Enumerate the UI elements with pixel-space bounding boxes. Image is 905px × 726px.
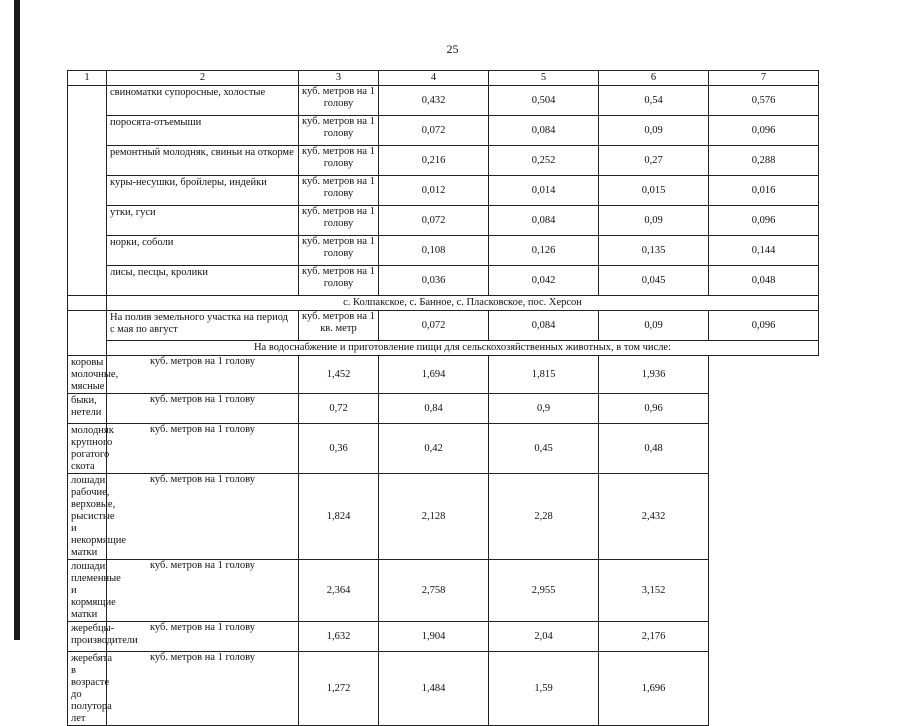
row-name: жеребята в возрасте до полутора лет [68,652,107,726]
row-value-7: 0,144 [709,236,819,266]
row-name: ремонтный молодняк, свиньи на откорме [107,146,299,176]
row-value-5: 2,758 [379,560,489,622]
row-value-4: 0,012 [379,176,489,206]
row-name: На полив земельного участка на период с мая по август [107,311,299,341]
row-value-4: 0,072 [379,206,489,236]
header-cell: 7 [709,71,819,86]
page-number: 25 [446,42,459,56]
row-value-6: 0,27 [599,146,709,176]
row-value-7: 3,152 [599,560,709,622]
row-name: свиноматки супоросные, холостые [107,86,299,116]
header-cell: 5 [489,71,599,86]
row-unit: куб. метров на 1 голову [299,86,379,116]
header-cell: 4 [379,71,489,86]
row-unit: куб. метров на 1 голову [299,146,379,176]
livestock-heading-row [68,341,819,356]
row-unit: куб. метров на 1 голову [299,176,379,206]
row-name: жеребцы-производители [68,622,107,652]
row-value-6: 0,045 [599,266,709,296]
row-unit: куб. метров на 1 голову [107,394,299,424]
header-cell: 2 [107,71,299,86]
row-name: коровы молочные, мясные [68,356,107,394]
row-name: молодняк крупного рогатого скота [68,424,107,474]
row-value-7: 1,936 [599,356,709,394]
row-name: поросята-отъемыши [107,116,299,146]
row-value-4: 0,036 [379,266,489,296]
row-value-4: 0,72 [299,394,379,424]
table-row [68,206,819,236]
table-row [68,394,819,424]
row-value-7: 1,696 [599,652,709,726]
table-row [68,622,819,652]
row-value-6: 0,135 [599,236,709,266]
header-cell: 6 [599,71,709,86]
row-unit: куб. метров на 1 голову [299,206,379,236]
row-name: куры-несушки, бройлеры, индейки [107,176,299,206]
row-value-5: 0,014 [489,176,599,206]
row-value-4: 0,072 [379,311,489,341]
location-col1 [68,296,107,311]
row-value-5: 1,904 [379,622,489,652]
table-row [68,424,819,474]
row-value-5: 0,504 [489,86,599,116]
location-heading-row [68,296,819,311]
row-name: быки, нетели [68,394,107,424]
table-row [68,176,819,206]
row-unit: куб. метров на 1 голову [107,622,299,652]
row-value-4: 0,36 [299,424,379,474]
row-name: лошади племенные и кормящие матки [68,560,107,622]
row-value-7: 0,096 [709,116,819,146]
row-value-7: 0,096 [709,311,819,341]
row-name: лошади рабочие, верховые, рысистые и некормящие матки [68,474,107,560]
row-value-7: 0,96 [599,394,709,424]
row-value-4: 2,364 [299,560,379,622]
group-a-col1 [68,86,107,296]
row-value-7: 0,48 [599,424,709,474]
row-value-4: 0,216 [379,146,489,176]
table-row [68,86,819,116]
row-value-5: 0,42 [379,424,489,474]
row-value-4: 1,452 [299,356,379,394]
row-unit: куб. метров на 1 голову [107,424,299,474]
row-value-5: 0,84 [379,394,489,424]
row-value-6: 1,59 [489,652,599,726]
row-value-6: 2,955 [489,560,599,622]
row-value-6: 0,45 [489,424,599,474]
livestock-heading: На водоснабжение и приготовление пищи для сельскохозяйственных животных, в том числе: [107,341,819,356]
row-unit: куб. метров на 1 голову [107,652,299,726]
header-cell: 3 [299,71,379,86]
row-value-6: 0,09 [599,206,709,236]
table-row [68,652,819,726]
table-row [68,356,819,394]
row-unit: куб. метров на 1 голову [299,266,379,296]
scan-edge-bar [14,0,20,640]
row-value-5: 2,128 [379,474,489,560]
row-value-5: 0,084 [489,311,599,341]
row-value-6: 0,09 [599,311,709,341]
row-unit: куб. метров на 1 голову [299,236,379,266]
row-value-4: 0,072 [379,116,489,146]
row-value-4: 1,824 [299,474,379,560]
row-name: норки, соболи [107,236,299,266]
row-value-7: 2,176 [599,622,709,652]
table-row [68,474,819,560]
table-row [68,236,819,266]
row-value-7: 0,288 [709,146,819,176]
row-unit: куб. метров на 1 голову [107,356,299,394]
row-value-5: 0,252 [489,146,599,176]
row-value-4: 1,272 [299,652,379,726]
row-value-6: 1,815 [489,356,599,394]
water-norms-table [67,70,819,726]
row-value-7: 0,096 [709,206,819,236]
row-unit: куб. метров на 1 голову [107,560,299,622]
row-value-6: 0,015 [599,176,709,206]
row-value-6: 0,9 [489,394,599,424]
row-unit: куб. метров на 1 голову [299,116,379,146]
row-value-5: 1,694 [379,356,489,394]
row-value-5: 0,126 [489,236,599,266]
group-b-col1 [68,311,107,356]
row-value-6: 0,09 [599,116,709,146]
row-value-4: 0,432 [379,86,489,116]
row-value-7: 0,016 [709,176,819,206]
row-value-4: 0,108 [379,236,489,266]
location-heading: с. Колпакское, с. Банное, с. Пласковское, пос. Херсон [107,296,819,311]
row-value-6: 2,04 [489,622,599,652]
row-value-5: 0,084 [489,116,599,146]
row-value-5: 1,484 [379,652,489,726]
table-row [68,311,819,341]
row-value-7: 0,048 [709,266,819,296]
table-row [68,146,819,176]
header-row [68,71,819,86]
row-name: утки, гуси [107,206,299,236]
row-unit: куб. метров на 1 кв. метр [299,311,379,341]
header-cell: 1 [68,71,107,86]
table-row [68,560,819,622]
row-value-6: 2,28 [489,474,599,560]
row-value-6: 0,54 [599,86,709,116]
row-name: лисы, песцы, кролики [107,266,299,296]
table-row [68,116,819,146]
row-value-7: 0,576 [709,86,819,116]
row-value-5: 0,084 [489,206,599,236]
row-value-7: 2,432 [599,474,709,560]
table-row [68,266,819,296]
row-unit: куб. метров на 1 голову [107,474,299,560]
row-value-4: 1,632 [299,622,379,652]
row-value-5: 0,042 [489,266,599,296]
